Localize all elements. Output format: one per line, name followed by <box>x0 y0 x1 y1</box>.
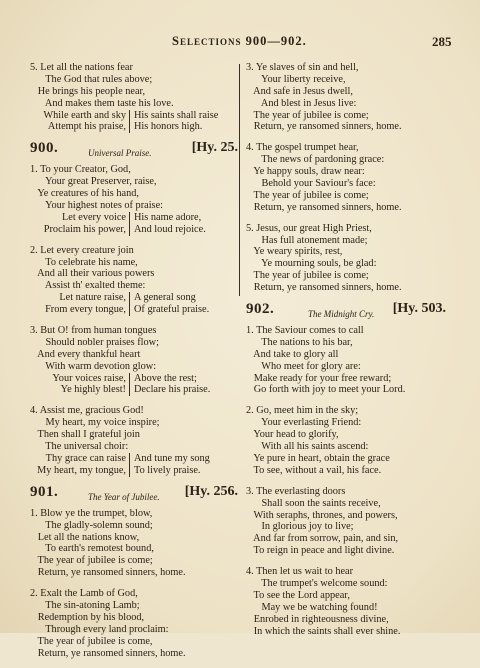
verse-line: 4. Assist me, gracious God! <box>30 405 144 417</box>
verse-line: Your everlasting Friend: <box>246 417 362 429</box>
split-line <box>30 121 238 133</box>
column-divider <box>239 64 240 296</box>
split-line <box>30 224 238 236</box>
verse-line: The God that rules above; <box>30 73 153 85</box>
page-number: 285 <box>432 34 452 49</box>
split-left: Ye highly blest! <box>30 384 130 396</box>
split-line <box>30 453 238 465</box>
verse-line: The year of jubilee is come; <box>246 189 369 201</box>
split-line <box>30 304 238 316</box>
verse-line: Behold your Saviour's face: <box>246 178 376 190</box>
verse-line: Ye pure in heart, obtain the grace <box>246 452 390 464</box>
verse-line: And safe in Jesus dwell, <box>246 85 353 97</box>
verse-line: The year of jubilee is come, <box>30 635 153 647</box>
stanza <box>246 566 446 637</box>
stanza <box>30 508 238 579</box>
verse-line: Return, ye ransomed sinners, home. <box>246 282 402 294</box>
stanza <box>30 405 238 476</box>
verse-line: Your highest notes of praise: <box>30 200 163 212</box>
hymn-header-901 <box>30 483 238 506</box>
left-column <box>30 62 238 668</box>
verse-line: 5. Let all the nations fear <box>30 62 133 73</box>
split-left: From every tongue, <box>30 304 130 316</box>
verse-line: The year of jubilee is come; <box>30 555 153 567</box>
verse-line: Through every land proclaim: <box>30 623 169 635</box>
stanza <box>30 588 238 659</box>
verse-line: Shall soon the saints receive, <box>246 497 381 509</box>
verse-line: 4. Then let us wait to hear <box>246 566 354 578</box>
stanza <box>246 405 446 476</box>
verse-line: And blest in Jesus live: <box>246 97 357 109</box>
split-line <box>30 373 238 385</box>
verse-line: With all his saints ascend: <box>246 441 369 453</box>
hymn-title: The Midnight Cry. <box>308 309 375 320</box>
stanza <box>246 486 446 557</box>
verse-line: 2. Go, meet him in the sky; <box>246 405 359 417</box>
verse-line: And every thankful heart <box>30 348 141 360</box>
verse-line: Should nobler praises flow; <box>30 336 159 348</box>
verse-line: In which the saints shall ever shine. <box>246 625 401 637</box>
verse-line: To earth's remotest bound, <box>30 543 154 555</box>
hymn-reference: [Hy. 503. <box>392 301 446 317</box>
verse-line: Your great Preserver, raise, <box>30 176 157 188</box>
verse-line: The news of pardoning grace: <box>246 154 385 166</box>
stanza <box>30 325 238 396</box>
split-right: His honors high. <box>134 121 203 133</box>
hymn-number: 900. <box>30 140 59 157</box>
split-right: Declare his praise. <box>134 384 211 396</box>
hymn-number: 901. <box>30 483 59 500</box>
verse-line: Let all the nations know, <box>30 531 140 543</box>
split-left: My heart, my tongue, <box>30 465 130 477</box>
verse-line: 2. Let every creature join <box>30 244 134 256</box>
hymn-reference: [Hy. 25. <box>191 140 238 156</box>
verse-line: 5. Jesus, our great High Priest, <box>246 222 372 234</box>
verse-line: Make ready for your free reward; <box>246 372 392 384</box>
split-right: Of grateful praise. <box>134 304 210 316</box>
verse-line: 2. Exalt the Lamb of God, <box>30 588 138 600</box>
split-right: And tune my song <box>134 452 210 464</box>
verse-line: Return, ye ransomed sinners, home. <box>30 647 186 659</box>
verse-line: Return, ye ransomed sinners, home. <box>246 201 402 213</box>
split-right: His saints shall raise <box>134 109 219 121</box>
verse-line: The gladly-solemn sound; <box>30 519 153 531</box>
stanza <box>246 325 446 396</box>
verse-line: Your liberty receive, <box>246 73 346 85</box>
verse-line: Go forth with joy to meet your Lord. <box>246 384 406 396</box>
verse-line: Has full atonement made; <box>246 234 368 246</box>
verse-line: Ye creatures of his hand, <box>30 188 139 200</box>
verse-line: The universal choir: <box>30 441 129 453</box>
split-left: Attempt his praise, <box>30 121 130 133</box>
split-line <box>30 212 238 224</box>
verse-line: 1. The Saviour comes to call <box>246 325 364 337</box>
verse-line: Ye mourning souls, be glad: <box>246 258 377 270</box>
split-left: Let every voice <box>30 212 130 224</box>
verse-line: The nations to his bar, <box>246 336 353 348</box>
split-line <box>30 465 238 477</box>
verse-line: 1. Blow ye the trumpet, blow, <box>30 507 153 519</box>
split-left: While earth and sky <box>30 110 130 122</box>
verse-line: The sin-atoning Lamb; <box>30 599 140 611</box>
hymn-title: Universal Praise. <box>88 148 152 159</box>
verse-line: To see, without a vail, his face. <box>246 464 382 476</box>
split-right: And loud rejoice. <box>134 223 206 235</box>
stanza <box>30 164 238 235</box>
verse-line: 3. Ye slaves of sin and hell, <box>246 62 359 73</box>
verse-line: With warm devotion glow: <box>30 360 157 372</box>
verse-line: And makes them taste his love. <box>30 97 174 109</box>
verse-line: The year of jubilee is come; <box>246 109 369 121</box>
running-head <box>0 34 480 50</box>
verse-line: To celebrate his name, <box>30 256 138 268</box>
verse-line: Assist th' exalted theme: <box>30 280 146 292</box>
verse-line: The year of jubilee is come; <box>246 270 369 282</box>
verse-line: 1. To your Creator, God, <box>30 164 131 176</box>
split-line <box>30 110 238 122</box>
split-left: Proclaim his power, <box>30 224 130 236</box>
right-column <box>246 62 446 646</box>
verse-line: And all their various powers <box>30 268 155 280</box>
hymn-number: 902. <box>246 301 275 318</box>
hymn-header-900 <box>30 142 238 162</box>
split-left: Thy grace can raise <box>30 453 130 465</box>
verse-line: To reign in peace and light divine. <box>246 545 395 557</box>
verse-line: He brings his people near, <box>30 85 146 97</box>
page-title: Selections 900—902. <box>172 34 307 48</box>
verse-line: Ye weary spirits, rest, <box>246 246 343 258</box>
verse-line: May we be watching found! <box>246 601 378 613</box>
stanza <box>246 62 446 133</box>
split-line <box>30 292 238 304</box>
hymn-title: The Year of Jubilee. <box>88 491 160 502</box>
verse-line: My heart, my voice inspire; <box>30 417 160 429</box>
stanza <box>30 245 238 316</box>
stanza <box>30 62 238 133</box>
split-right: Above the rest; <box>134 372 197 384</box>
split-right: His name adore, <box>134 211 202 223</box>
verse-line: Then shall I grateful join <box>30 429 140 441</box>
hymn-header-902 <box>246 303 446 323</box>
split-line <box>30 384 238 396</box>
verse-line: And take to glory all <box>246 348 339 360</box>
verse-line: 3. But O! from human tongues <box>30 325 157 337</box>
verse-line: The trumpet's welcome sound: <box>246 577 388 589</box>
verse-line: To see the Lord appear, <box>246 589 350 601</box>
verse-line: With seraphs, thrones, and powers, <box>246 509 398 521</box>
verse-line: Your head to glorify, <box>246 429 339 441</box>
split-right: To lively praise. <box>134 464 201 476</box>
verse-line: 4. The gospel trumpet hear, <box>246 142 359 154</box>
verse-line: Redemption by his blood, <box>30 611 145 623</box>
verse-line: Enrobed in righteousness divine, <box>246 613 389 625</box>
verse-line: 3. The everlasting doors <box>246 485 346 497</box>
verse-line: In glorious joy to live; <box>246 521 354 533</box>
verse-line: Who meet for glory are: <box>246 360 361 372</box>
stanza <box>246 223 446 294</box>
hymn-reference: [Hy. 256. <box>184 483 238 499</box>
verse-line: Ye happy souls, draw near: <box>246 166 365 178</box>
verse-line: Return, ye ransomed sinners, home. <box>246 121 402 133</box>
split-left: Let nature raise, <box>30 292 130 304</box>
verse-line: And far from sorrow, pain, and sin, <box>246 533 399 545</box>
split-left: Your voices raise, <box>30 373 130 385</box>
verse-line: Return, ye ransomed sinners, home. <box>30 567 186 579</box>
stanza <box>246 142 446 213</box>
split-right: A general song <box>134 292 196 304</box>
